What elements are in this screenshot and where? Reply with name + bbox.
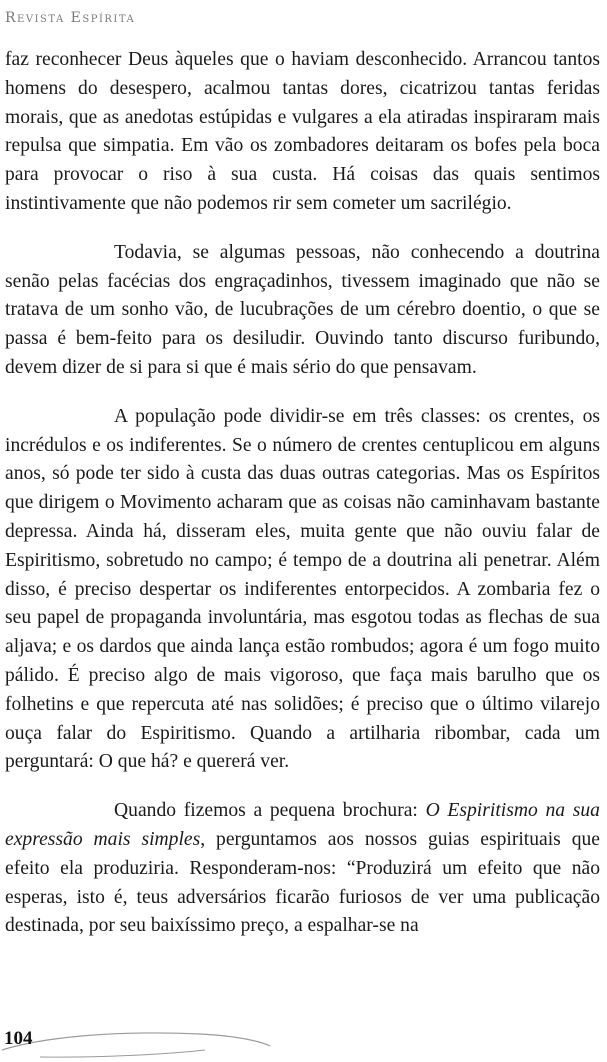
book-title-citation: O Espiritismo na sua expressão mais simples [5, 800, 600, 850]
running-header: Revista Espírita [5, 10, 136, 26]
paragraph-4 [5, 797, 600, 941]
paragraph-4-rest: , perguntamos aos nossos guias espirituais que efeito ela produziria. Responderam-nos: “Produzirá um efeito que não esperas, isto é, teus adversários ficarão furiosos de ver uma publicação destinada, por seu baixíssimo preço, a espalhar-se na [5, 828, 600, 937]
paragraph-4-lead: Quando fizemos a pequena brochura: [114, 800, 426, 822]
page-footer [0, 1024, 607, 1062]
page-body [5, 46, 600, 961]
paragraph-2: Todavia, se algumas pessoas, não conhecendo a doutrina senão pelas facécias dos engraçadinhos, tivessem imaginado que não se tratava de um sonho vão, de lucubrações de um cérebro doentio, o que se passa é bem-feito para os desiludir. Ouvindo tanto discurso furibundo, devem dizer de si para si que é mais sério do que pensavam. [5, 241, 600, 378]
decorative-swoosh-icon [0, 1024, 300, 1062]
paragraph-3: A população pode dividir-se em três classes: os crentes, os incrédulos e os indiferentes. Se o número de crentes centuplicou em alguns anos, só pode ter sido à custa das duas outras categorias. Mas os Espíritos que dirigem o Movimento acharam que as coisas não caminhavam bastante depressa. Ainda há, disseram eles, muita gente que não ouviu falar de Espiritismo, sobretudo no campo; é tempo de a doutrina ali penetrar. Além disso, é preciso despertar os indiferentes entorpecidos. A zombaria fez o seu papel de propaganda involuntária, mas esgotou todas as flechas de sua aljava; e os dardos que ainda lança estão rombudos; agora é um fogo muito pálido. É preciso algo de mais vigoroso, que faça mais barulho que os folhetins e que repercuta até nas solidões; é preciso que o último vilarejo ouça falar do Espiritismo. Quando a artilharia ribombar, cada um perguntará: O que há? e quererá ver. [5, 405, 600, 773]
paragraph-1: faz reconhecer Deus àqueles que o haviam desconhecido. Arrancou tantos homens do desespero, acalmou tantas dores, cicatrizou tantas feridas morais, que as anedotas estúpidas e vulgares a ela atiradas inspiraram mais repulsa que simpatia. Em vão os zombadores deitaram os bofes pela boca para provocar o riso à sua custa. Há coisas das quais sentimos instintivamente que não podemos rir sem cometer um sacrilégio. [5, 49, 600, 214]
page-number: 104 [4, 1028, 33, 1049]
